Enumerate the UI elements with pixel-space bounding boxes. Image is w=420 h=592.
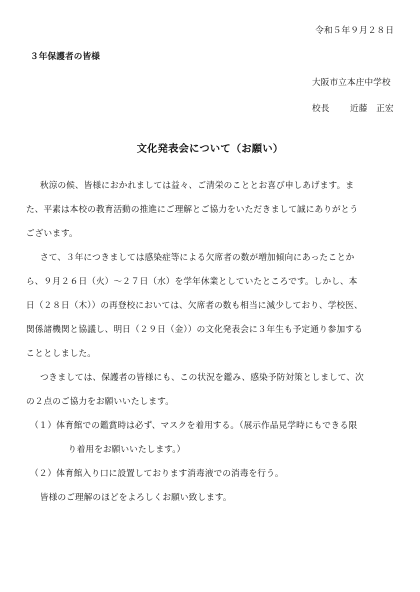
body-line: こととしました。 [26, 349, 96, 359]
body-line: 関係諸機関と協議し、明日（２９日（金））の文化発表会に３年生も予定通り参加する [26, 325, 363, 335]
body-line: た、平素は本校の教育活動の推進にご理解とご協力をいただきまして誠にありがとう [26, 205, 359, 215]
recipient-line: ３年保護者の皆様 [30, 52, 100, 62]
body-line: ら、９月２６日（火）～２７日（水）を学年休業としていたところです。しかし、本 [26, 277, 358, 287]
body-line: 日（２８日（木））の再登校においては、欠席者の数も相当に減少しており、学校医、 [26, 301, 363, 311]
principal-name: 近藤 正宏 [350, 104, 394, 114]
body-line: つきましては、保護者の皆様にも、この状況を鑑み、感染予防対策としまして、次 [40, 373, 364, 383]
request-item-1-continued: り着用をお願いいたします。） [68, 445, 186, 455]
request-item-1: （１）体育館での鑑賞時は必ず、マスクを着用する。（展示作品見学時にもできる限 [30, 421, 358, 431]
request-item-2: （２）体育館入り口に設置しております消毒液での消毒を行う。 [30, 469, 284, 479]
document-title: 文化発表会について（お願い） [136, 144, 284, 155]
principal-title: 校長 [312, 104, 330, 114]
body-line: ございます。 [26, 229, 78, 239]
body-line: の２点のご協力をお願いいたします。 [26, 397, 174, 407]
school-name: 大阪市立本庄中学校 [312, 78, 391, 88]
document-date: 令和５年９月２８日 [315, 26, 394, 36]
body-line: 秋涼の候、皆様におかれましては益々、ご清栄のこととお喜び申しあげます。ま [40, 181, 355, 191]
closing-line: 皆様のご理解のほどをよろしくお願い致します。 [40, 493, 232, 503]
body-line: さて、３年につきましては感染症等による欠席者の数が増加傾向にあったことか [40, 253, 355, 263]
